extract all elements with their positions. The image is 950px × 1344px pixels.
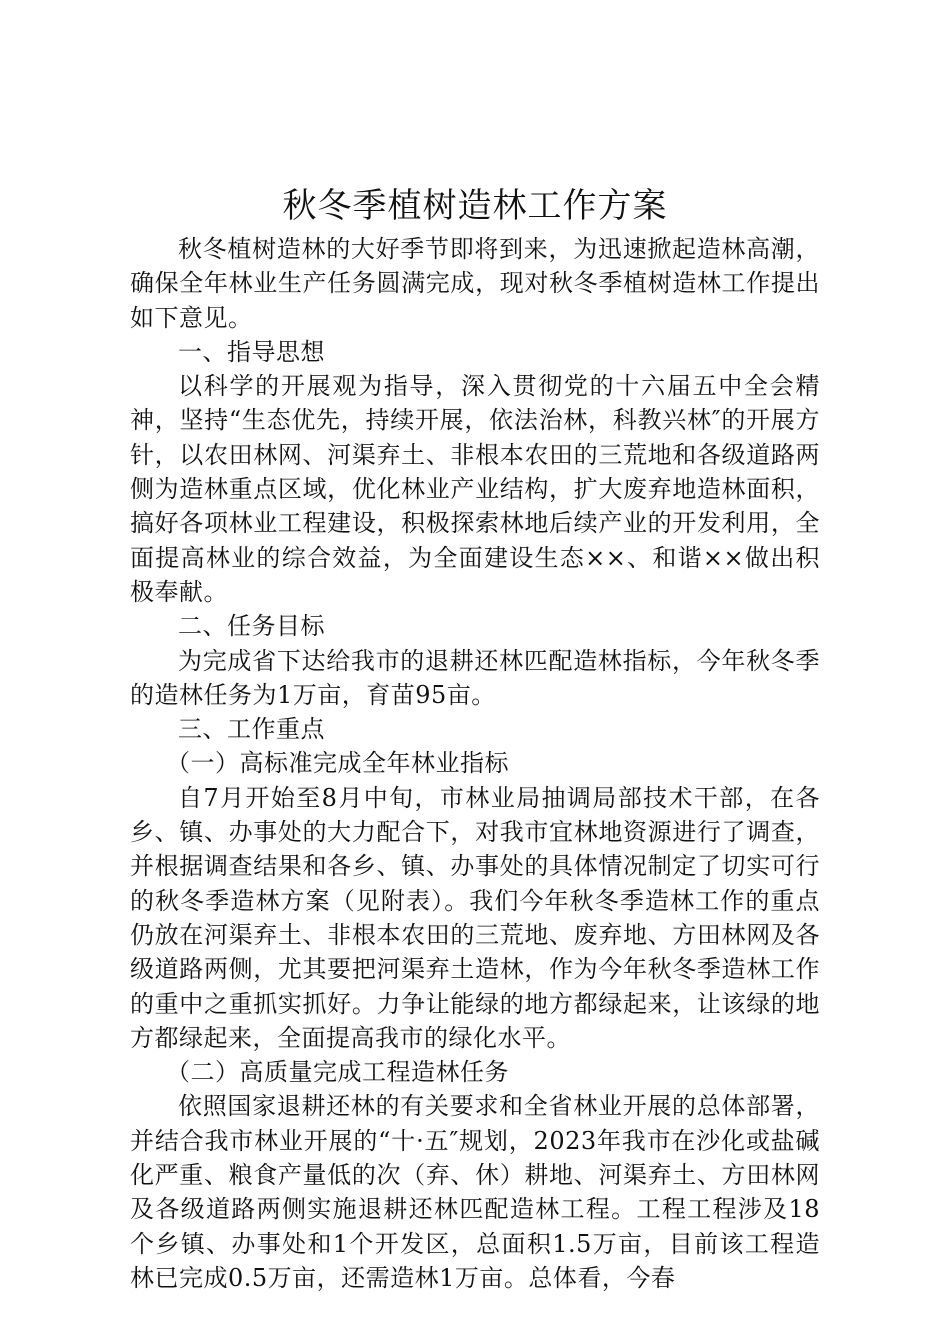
section-heading-work-focus: 三、工作重点 bbox=[178, 715, 325, 744]
subsection-heading-project-afforestation: （二）高质量完成工程造林任务 bbox=[166, 1058, 509, 1087]
section-heading-task-goals: 二、任务目标 bbox=[178, 612, 325, 641]
section-heading-guiding-ideology: 一、指导思想 bbox=[178, 337, 325, 366]
project-afforestation-paragraph: 依照国家退耕还林的有关要求和全省林业开展的总体部署，并结合我市林业开展的“十·五″规划，2023年我市在沙化或盐碱化严重、粮食产量低的次（弃、休）耕地、河渠弃土、方田林网及各级道路两侧实施退耕还林匹配造林工程。工程工程涉及18个乡镇、办事处和1个开发区，总面积1.5万亩，目前该工程造林已完成0.5万亩，还需造林1万亩。总体看，今春 bbox=[130, 1092, 820, 1292]
task-goals-paragraph: 为完成省下达给我市的退耕还林匹配造林指标，今年秋冬季的造林任务为1万亩，育苗95亩。 bbox=[130, 646, 820, 709]
subsection-heading-annual-targets: （一）高标准完成全年林业指标 bbox=[166, 749, 509, 778]
intro-paragraph: 秋冬植树造林的大好季节即将到来，为迅速掀起造林高潮，确保全年林业生产任务圆满完成，现对秋冬季植树造林工作提出如下意见。 bbox=[130, 235, 820, 332]
guiding-ideology-paragraph: 以科学的开展观为指导，深入贯彻党的十六届五中全会精神，坚持“生态优先，持续开展，依法治林，科教兴林″的开展方针，以农田林网、河渠弃土、非根本农田的三荒地和各级道路两侧为造林重点区域，优化林业产业结构，扩大废弃地造林面积，搞好各项林业工程建设，积极探索林地后续产业的开发利用，全面提高林业的综合效益，为全面建设生态××、和谐××做出积极奉献。 bbox=[130, 372, 820, 606]
document-title: 秋冬季植树造林工作方案 bbox=[282, 186, 668, 226]
annual-targets-paragraph: 自7月开始至8月中旬，市林业局抽调局部技术干部，在各乡、镇、办事处的大力配合下，对我市宜林地资源进行了调查，并根据调查结果和各乡、镇、办事处的具体情况制定了切实可行的秋冬季造林方案（见附表）。我们今年秋冬季造林工作的重点仍放在河渠弃土、非根本农田的三荒地、废弃地、方田林网及各级道路两侧，尤其要把河渠弃土造林，作为今年秋冬季造林工作的重中之重抓实抓好。力争让能绿的地方都绿起来，让该绿的地方都绿起来，全面提高我市的绿化水平。 bbox=[130, 783, 820, 1052]
document-body bbox=[130, 232, 820, 1295]
